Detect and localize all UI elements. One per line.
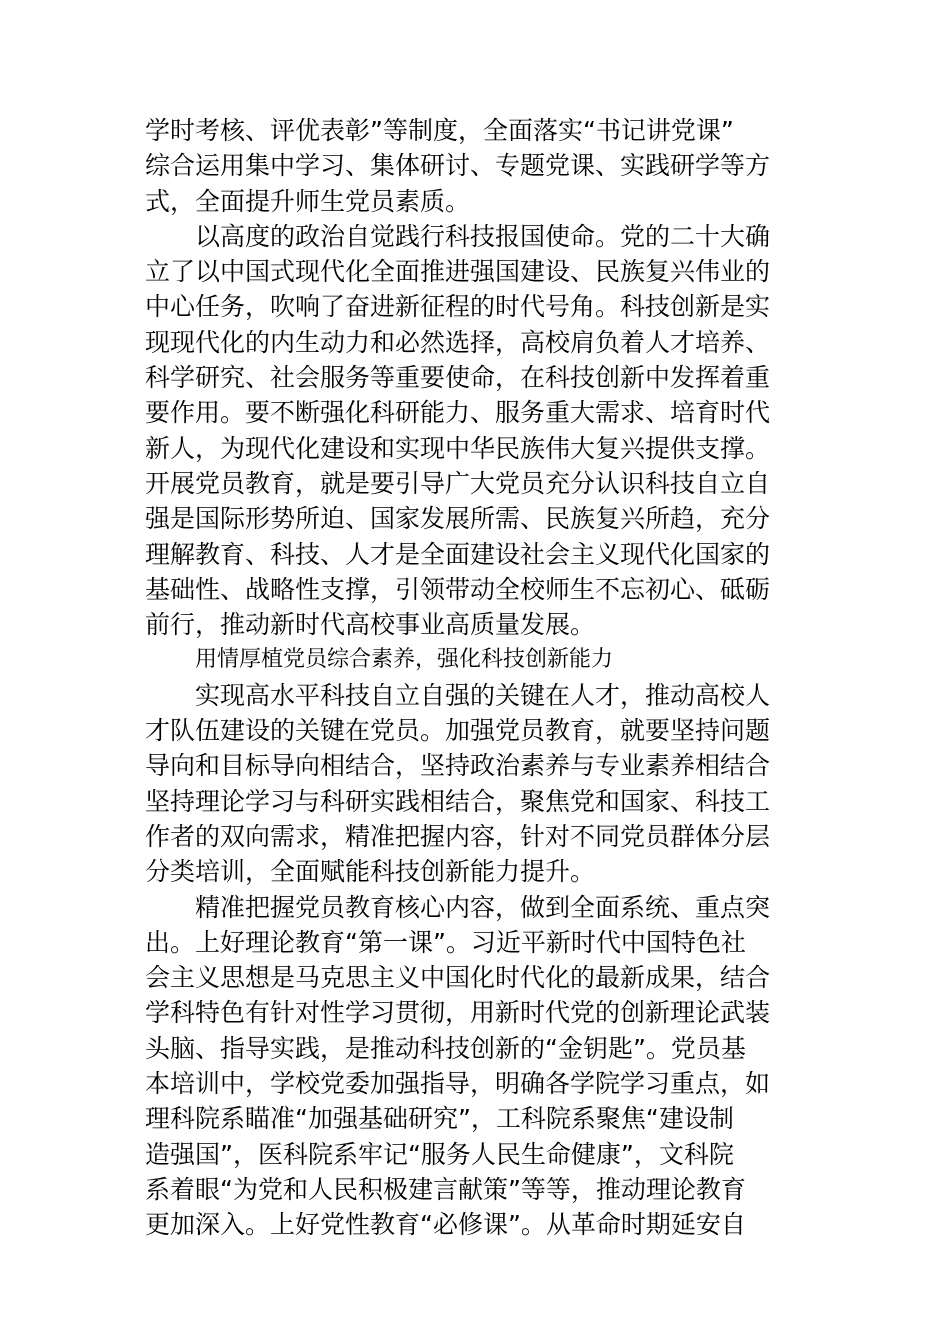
text-line: 要作用。要不断强化科研能力、服务重大需求、培育时代 [145, 398, 771, 428]
text-line: 基础性、战略性支撑，引领带动全校师生不忘初心、砥砺 [145, 574, 771, 604]
text-line: 造强国”，医科院系牢记“服务人民生命健康”，文科院 [145, 1139, 734, 1169]
text-line: 强是国际形势所迫、国家发展所需、民族复兴所趋，充分 [145, 504, 771, 534]
text-line: 坚持理论学习与科研实践相结合，聚焦党和国家、科技工 [145, 786, 771, 816]
text-line: 作者的双向需求，精准把握内容，针对不同党员群体分层 [145, 821, 771, 851]
text-line: 学时考核、评优表彰”等制度，全面落实“书记讲党课” [145, 116, 734, 145]
text-line: 式，全面提升师生党员素质。 [145, 186, 471, 216]
text-line: 现现代化的内生动力和必然选择，高校肩负着人才培养、 [145, 327, 771, 357]
text-line: 本培训中，学校党委加强指导，明确各学院学习重点，如 [145, 1069, 771, 1099]
text-line: 科学研究、社会服务等重要使命，在科技创新中发挥着重 [145, 363, 771, 393]
text-line: 导向和目标导向相结合，坚持政治素养与专业素养相结合 [145, 751, 771, 781]
text-line: 系着眼“为党和人民积极建言献策”等等，推动理论教育 [145, 1174, 746, 1204]
text-line: 出。上好理论教育“第一课”。习近平新时代中国特色社 [145, 927, 746, 957]
text-line: 更加深入。上好党性教育“必修课”。从革命时期延安自 [145, 1210, 746, 1240]
text-line: 前行，推动新时代高校事业高质量发展。 [145, 610, 596, 640]
text-line: 立了以中国式现代化全面推进强国建设、民族复兴伟业的 [145, 257, 771, 287]
text-line: 分类培训，全面赋能科技创新能力提升。 [145, 857, 596, 887]
text-line: 综合运用集中学习、集体研讨、专题党课、实践研学等方 [145, 151, 771, 181]
text-line: 理科院系瞄准“加强基础研究”，工科院系聚焦“建设制 [145, 1104, 734, 1134]
text-line: 中心任务，吹响了奋进新征程的时代号角。科技创新是实 [145, 292, 771, 322]
text-line: 开展党员教育，就是要引导广大党员充分认识科技自立自 [145, 468, 771, 498]
text-line: 新人，为现代化建设和实现中华民族伟大复兴提供支撑。 [145, 433, 771, 463]
paragraph-start-line: 以高度的政治自觉践行科技报国使命。党的二十大确 [195, 221, 771, 251]
document-page [145, 113, 810, 1243]
text-line: 学科特色有针对性学习贯彻，用新时代党的创新理论武装 [145, 998, 771, 1028]
text-line: 理解教育、科技、人才是全面建设社会主义现代化国家的 [145, 539, 771, 569]
section-heading: 用情厚植党员综合素养，强化科技创新能力 [195, 647, 614, 673]
text-line: 头脑、指导实践，是推动科技创新的“金钥匙”。党员基 [145, 1033, 746, 1063]
paragraph-start-line: 实现高水平科技自立自强的关键在人才，推动高校人 [195, 680, 771, 710]
text-line: 会主义思想是马克思主义中国化时代化的最新成果，结合 [145, 963, 771, 993]
text-line: 才队伍建设的关键在党员。加强党员教育，就要坚持问题 [145, 716, 771, 746]
paragraph-start-line: 精准把握党员教育核心内容，做到全面系统、重点突 [195, 892, 771, 922]
